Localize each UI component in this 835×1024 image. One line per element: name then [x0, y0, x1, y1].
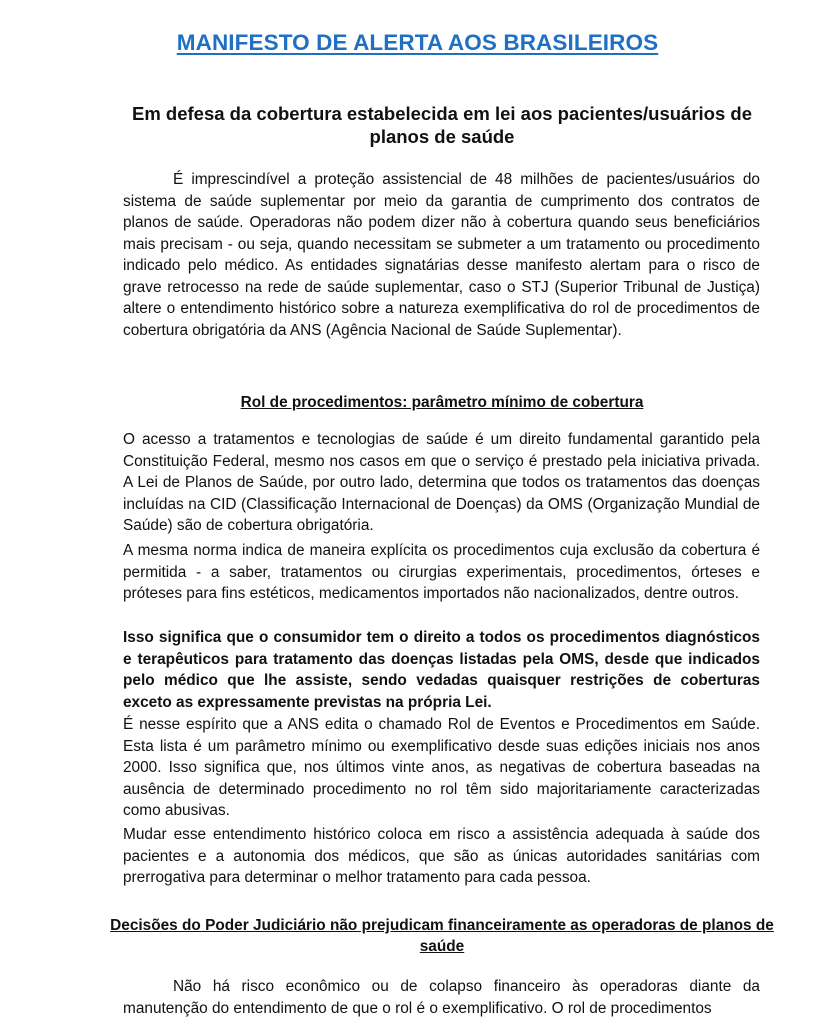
- intro-paragraph: É imprescindível a proteção assistencial de 48 milhões de pacientes/usuários do sistema de saúde suplementar por meio da garantia de cumprimento dos contratos de planos de saúde. Operadoras não podem dizer não à cobertura quando seus beneficiários mais precisam - ou seja, quando necessitam se submeter a um tratamento ou procedimento indicado pelo médico. As entidades signatárias desse manifesto alertam para o risco de grave retrocesso na rede de saúde suplementar, caso o STJ (Superior Tribunal de Justiça) altere o entendimento histórico sobre a natureza exemplificativa do rol de procedimentos de cobertura obrigatória da ANS (Agência Nacional de Saúde Suplementar).: [123, 171, 760, 339]
- section2-paragraph-1: Não há risco econômico ou de colapso financeiro às operadoras diante da manutenção do entendimento de que o rol é o exemplificativo. O rol de procedimentos: [123, 978, 760, 1017]
- document-title: MANIFESTO DE ALERTA AOS BRASILEIROS: [176, 30, 659, 55]
- section1-paragraph-3-bold: Isso significa que o consumidor tem o direito a todos os procedimentos diagnósticos e terapêuticos para tratamento das doenças listadas pela OMS, desde que indicados pelo médico que lhe assiste, sendo vedadas quaisquer restrições de coberturas exceto as expressamente previstas na própria Lei.: [123, 629, 760, 711]
- document-subtitle: Em defesa da cobertura estabelecida em lei aos pacientes/usuários de planos de saúde: [131, 103, 752, 147]
- section1-paragraph-4: É nesse espírito que a ANS edita o chamado Rol de Eventos e Procedimentos em Saúde. Esta lista é um parâmetro mínimo ou exemplificativo desde suas edições iniciais nos anos 2000. Isso significa que, nos últimos vinte anos, as negativas de cobertura baseadas na ausência de determinado procedimento no rol têm sido majoritariamente caracterizadas como abusivas.: [123, 716, 760, 819]
- section-heading-rol: Rol de procedimentos: parâmetro mínimo de cobertura: [240, 394, 644, 411]
- section-heading-decisoes: Decisões do Poder Judiciário não prejudicam financeiramente as operadoras de planos de saúde: [110, 917, 774, 955]
- section1-paragraph-1: O acesso a tratamentos e tecnologias de saúde é um direito fundamental garantido pela Constituição Federal, mesmo nos casos em que o serviço é prestado pela iniciativa privada. A Lei de Planos de Saúde, por outro lado, determina que todos os tratamentos das doenças incluídas na CID (Classificação Internacional de Doenças) da OMS (Organização Mundial de Saúde) são de cobertura obrigatória.: [123, 431, 760, 534]
- section1-paragraph-5: Mudar esse entendimento histórico coloca em risco a assistência adequada à saúde dos pacientes e a autonomia dos médicos, que são as únicas autoridades sanitárias com prerrogativa para determinar o melhor tratamento para cada pessoa.: [123, 826, 760, 886]
- section1-paragraph-2: A mesma norma indica de maneira explícita os procedimentos cuja exclusão da cobertura é permitida - a saber, tratamentos ou cirurgias experimentais, procedimentos, órteses e próteses para fins estéticos, medicamentos importados não nacionalizados, dentre outros.: [123, 542, 760, 602]
